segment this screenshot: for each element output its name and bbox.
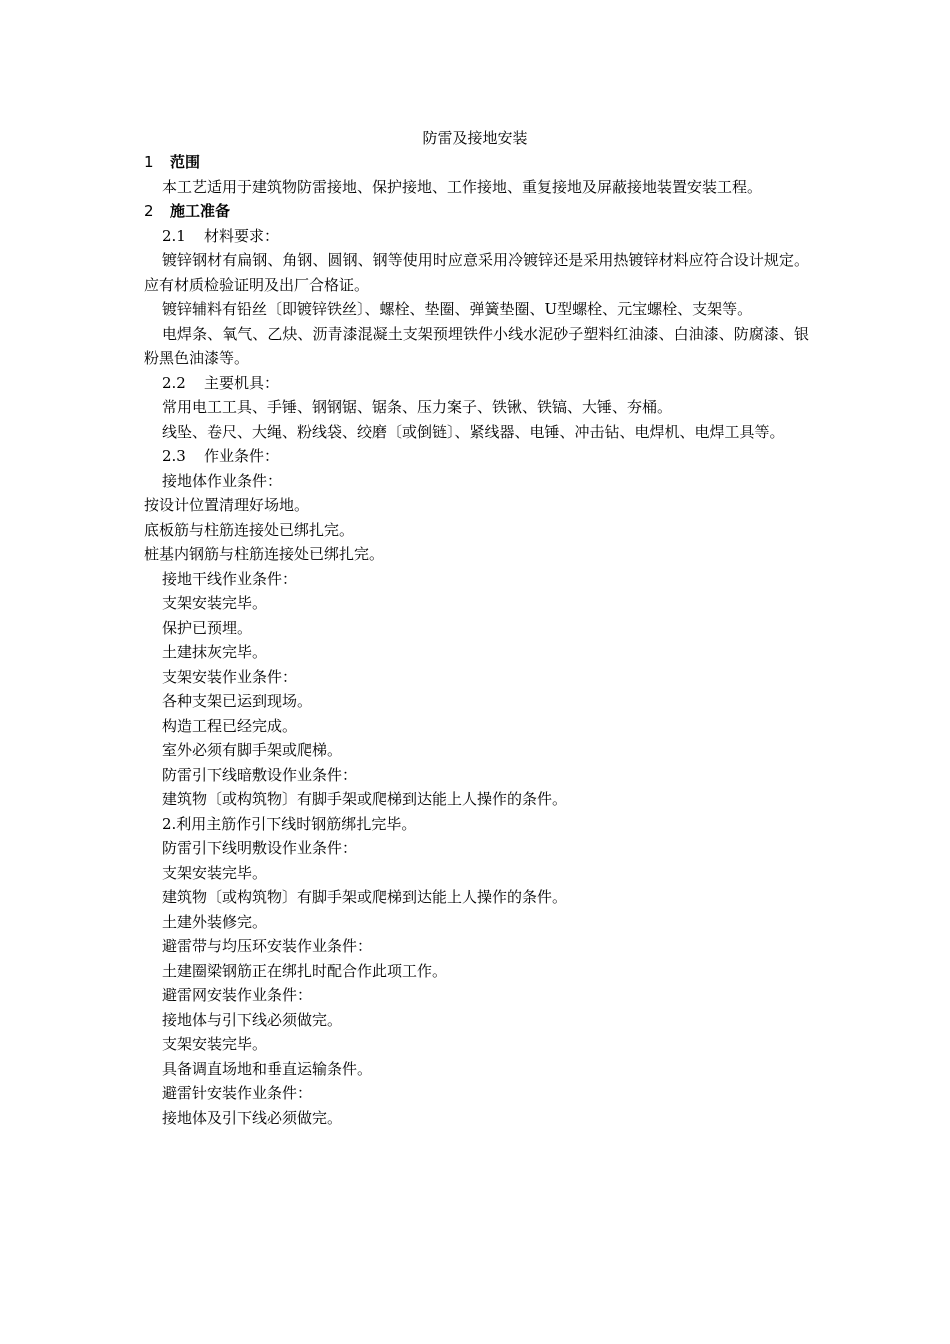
condition-line: 接地体与引下线必须做完。 — [162, 1010, 343, 1029]
condition-line: 支架安装完毕。 — [162, 863, 268, 882]
subsection-2-3-label: 作业条件： — [204, 447, 280, 465]
subsection-2-2-heading — [144, 371, 809, 396]
condition-line: 避雷针安装作业条件： — [162, 1084, 313, 1102]
subsection-2-3-heading — [144, 444, 809, 469]
subsection-2-1-heading — [144, 224, 809, 249]
condition-line: 避雷网安装作业条件： — [162, 986, 313, 1004]
condition-line: 土建外装修完。 — [162, 912, 268, 931]
condition-line: 桩基内钢筋与柱筋连接处已绑扎完。 — [144, 545, 385, 563]
condition-line: 接地体作业条件： — [162, 471, 283, 490]
section-2-number: 2 — [144, 202, 154, 220]
condition-line: 建筑物〔或构筑物〕有脚手架或爬梯到达能上人操作的条件。 — [162, 888, 568, 906]
condition-line: 具备调直场地和垂直运输条件。 — [162, 1059, 373, 1078]
condition-line: 2.利用主筋作引下线时钢筋绑扎完毕。 — [162, 814, 417, 833]
section-1-label: 范围 — [170, 153, 201, 171]
condition-line: 土建圈梁钢筋正在绑扎时配合作此项工作。 — [162, 961, 448, 980]
scope-paragraph: 本工艺适用于建筑物防雷接地、保护接地、工作接地、重复接地及屏蔽接地装置安装工程。 — [162, 177, 763, 196]
document-body — [144, 150, 809, 1130]
condition-line: 各种支架已运到现场。 — [162, 692, 313, 710]
condition-line: 按设计位置清理好场地。 — [144, 496, 310, 514]
condition-line: 防雷引下线暗敷设作业条件： — [162, 765, 358, 784]
subsection-2-1-label: 材料要求： — [204, 226, 280, 245]
condition-line: 底板筋与柱筋连接处已绑扎完。 — [144, 520, 355, 539]
condition-line: 构造工程已经完成。 — [162, 716, 298, 735]
materials-paragraph-1: 镀锌钢材有扁钢、角钢、圆钢、钢等使用时应意采用冷镀锌还是采用热镀锌材料应符合设计规定。应有材质检验证明及出厂合格证。 — [144, 251, 809, 294]
subsection-2-3-number: 2.3 — [162, 447, 186, 465]
condition-line: 防雷引下线明敷设作业条件： — [162, 839, 358, 857]
section-1-heading — [144, 150, 809, 175]
section-2-label: 施工准备 — [170, 202, 231, 220]
condition-line: 避雷带与均压环安装作业条件： — [162, 937, 373, 955]
condition-line: 接地干线作业条件： — [162, 569, 298, 588]
condition-line: 保护已预埋。 — [162, 618, 253, 637]
subsection-2-2-label: 主要机具： — [204, 373, 280, 392]
condition-line: 接地体及引下线必须做完。 — [162, 1108, 343, 1127]
materials-paragraph-3: 电焊条、氧气、乙炔、沥青漆混凝土支架预埋铁件小线水泥砂子塑料红油漆、白油漆、防腐漆、银粉黑色油漆等。 — [144, 324, 809, 367]
tools-paragraph-2: 线坠、卷尺、大绳、粉线袋、绞磨〔或倒链〕、紧线器、电锤、冲击钻、电焊机、电焊工具等。 — [162, 422, 785, 441]
condition-line: 支架安装完毕。 — [162, 594, 268, 612]
condition-line: 建筑物〔或构筑物〕有脚手架或爬梯到达能上人操作的条件。 — [162, 790, 568, 808]
section-2-heading — [144, 199, 809, 224]
materials-paragraph-2: 镀锌辅料有铅丝〔即镀锌铁丝〕、螺栓、垫圈、弹簧垫圈、U型螺栓、元宝螺栓、支架等。 — [162, 300, 753, 318]
subsection-2-2-number: 2.2 — [162, 373, 186, 392]
condition-line: 土建抹灰完毕。 — [162, 643, 268, 661]
condition-line: 室外必须有脚手架或爬梯。 — [162, 741, 343, 759]
section-1-number: 1 — [144, 153, 154, 171]
tools-paragraph-1: 常用电工工具、手锤、钢钢锯、锯条、压力案子、铁锹、铁镐、大锤、夯桶。 — [162, 398, 673, 416]
condition-line: 支架安装完毕。 — [162, 1035, 268, 1053]
document-title: 防雷及接地安装 — [422, 129, 528, 147]
subsection-2-1-number: 2.1 — [162, 226, 186, 245]
condition-line: 支架安装作业条件： — [162, 667, 298, 686]
